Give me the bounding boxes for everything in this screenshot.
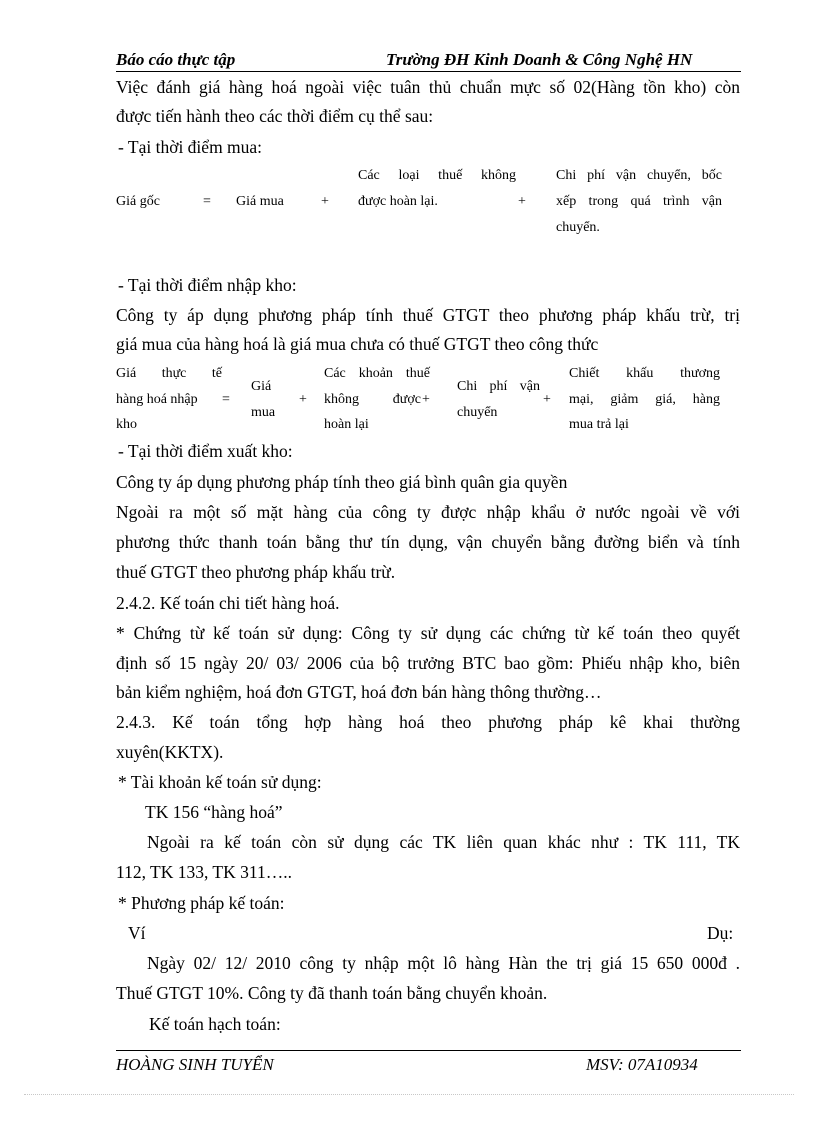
paragraph-line: giá mua của hàng hoá là giá mua chưa có thuế GTGT theo công thức — [116, 334, 599, 354]
header-right: Trường ĐH Kinh Doanh & Công Nghệ HN — [386, 50, 693, 69]
paragraph-line: Ngày 02/ 12/ 2010 công ty nhập một lô hàng Hàn the trị giá 15 650 000đ . — [147, 953, 740, 973]
subheading-accounts: * Tài khoản kế toán sử dụng: — [118, 772, 322, 792]
formula-lhs: hàng hoá nhập — [116, 392, 198, 407]
paragraph-line: Công ty áp dụng phương pháp tính thuế GTGT theo phương pháp khấu trừ, trị — [116, 305, 740, 325]
paragraph-line: phương thức thanh toán bằng thư tín dụng, vận chuyển bằng đường biển và tính — [116, 532, 740, 552]
paragraph-line: định số 15 ngày 20/ 03/ 2006 của bộ trưởng BTC bao gồm: Phiếu nhập kho, biên — [116, 653, 740, 673]
formula-term: Chiết khấu thương — [569, 366, 720, 381]
paragraph-line: Kế toán hạch toán: — [149, 1014, 281, 1034]
formula-term: mua trả lại — [569, 417, 629, 432]
formula-term: chuyển. — [556, 220, 600, 235]
formula-plus: + — [422, 392, 430, 407]
formula-lhs: Giá thực tế — [116, 366, 222, 381]
header-left: Báo cáo thực tập — [116, 50, 236, 69]
paragraph-line: 112, TK 133, TK 311….. — [116, 862, 292, 882]
page-edge-divider — [24, 1094, 794, 1095]
footer-author: HOÀNG SINH TUYỂN — [116, 1055, 274, 1074]
formula-plus: + — [543, 392, 551, 407]
formula-term: Giá mua — [236, 194, 284, 209]
formula-term: xếp trong quá trình vận — [556, 194, 722, 209]
formula-term: Chi phí vận — [457, 379, 540, 394]
example-label-left: Ví — [128, 923, 146, 943]
formula-term: mại, giảm giá, hàng — [569, 392, 720, 407]
formula-plus: + — [299, 392, 307, 407]
formula-term: chuyển — [457, 405, 498, 420]
paragraph-line: thuế GTGT theo phương pháp khấu trừ. — [116, 562, 396, 582]
subheading-mua: - Tại thời điểm mua: — [118, 137, 263, 157]
subheading-nhap: - Tại thời điểm nhập kho: — [118, 275, 297, 295]
formula-term: mua — [251, 405, 276, 420]
paragraph-line: Ngoài ra kế toán còn sử dụng các TK liên quan khác như : TK 111, TK — [147, 832, 740, 852]
formula-term: Giá — [251, 379, 272, 394]
paragraph-line: Công ty áp dụng phương pháp tính theo giá bình quân gia quyền — [116, 472, 568, 492]
formula-term: Các loại thuế không — [358, 168, 516, 183]
example-label-right: Dụ: — [707, 923, 734, 943]
footer-student-id: MSV: 07A10934 — [586, 1055, 698, 1074]
paragraph-line: bản kiểm nghiệm, hoá đơn GTGT, hoá đơn bán hàng thông thường… — [116, 682, 602, 702]
formula-term: không được — [324, 392, 421, 407]
paragraph-line: * Chứng từ kế toán sử dụng: Công ty sử dụng các chứng từ kế toán theo quyết — [116, 623, 740, 643]
paragraph-line: Thuế GTGT 10%. Công ty đã thanh toán bằng chuyển khoản. — [116, 983, 548, 1003]
formula-lhs: Giá gốc — [116, 194, 160, 209]
subheading-xuat: - Tại thời điểm xuất kho: — [118, 441, 293, 461]
paragraph-line: Ngoài ra một số mặt hàng của công ty được nhập khẩu ở nước ngoài về với — [116, 502, 740, 522]
formula-lhs: kho — [116, 417, 137, 432]
formula-term: Các khoản thuế — [324, 366, 430, 381]
formula-term: hoàn lại — [324, 417, 369, 432]
paragraph-line: được tiến hành theo các thời điểm cụ thể sau: — [116, 106, 434, 126]
formula-plus: + — [321, 194, 329, 209]
formula-plus: + — [518, 194, 526, 209]
paragraph-line: Việc đánh giá hàng hoá ngoài việc tuân thủ chuẩn mực số 02(Hàng tồn kho) còn — [116, 77, 740, 97]
section-heading-242: 2.4.2. Kế toán chi tiết hàng hoá. — [116, 593, 340, 613]
account-tk156: TK 156 “hàng hoá” — [145, 802, 283, 822]
formula-term: Chi phí vận chuyển, bốc — [556, 168, 722, 183]
formula-equals: = — [222, 392, 230, 407]
formula-term: được hoàn lại. — [358, 194, 438, 209]
header-rule — [116, 71, 741, 72]
section-heading-243: xuyên(KKTX). — [116, 742, 224, 762]
formula-equals: = — [203, 194, 211, 209]
subheading-method: * Phương pháp kế toán: — [118, 893, 285, 913]
section-heading-243: 2.4.3. Kế toán tổng hợp hàng hoá theo phương pháp kê khai thường — [116, 712, 740, 732]
footer-rule — [116, 1050, 741, 1051]
